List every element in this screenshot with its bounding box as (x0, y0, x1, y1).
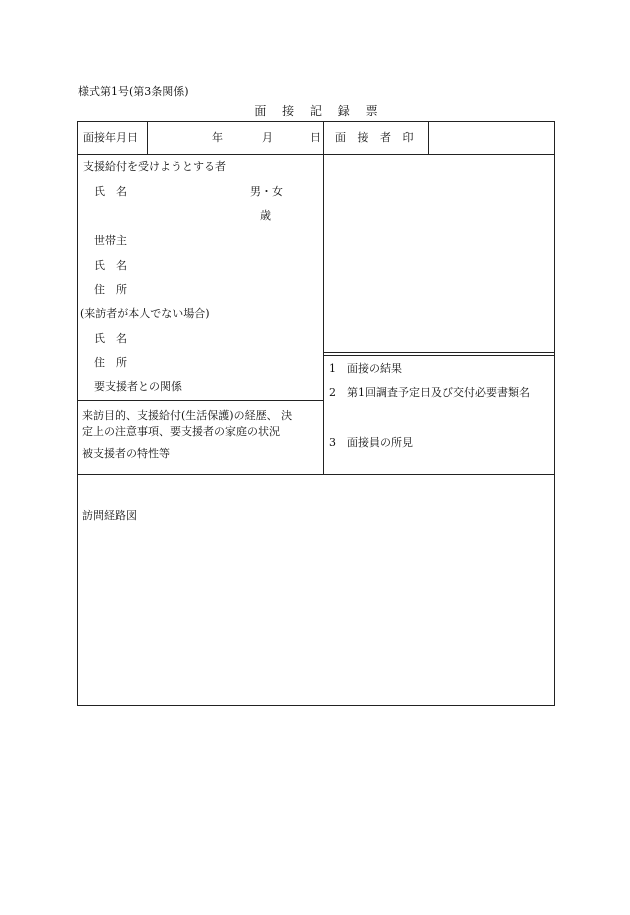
route-map-label: 訪問経路図 (82, 509, 137, 522)
householder-address-label: 住 所 (94, 283, 127, 296)
purpose-top-line (77, 400, 323, 401)
form-number: 様式第1号(第3条関係) (78, 85, 189, 98)
result-item-2: 2 第1回調査予定日及び交付必要書類名 (329, 386, 530, 399)
result-item-3: 3 面接員の所見 (329, 436, 413, 449)
route-top-line (77, 474, 555, 475)
age-field[interactable]: 歳 (260, 209, 271, 222)
center-divider (323, 121, 324, 474)
notes-area[interactable] (325, 156, 553, 350)
householder-label: 世帯主 (94, 234, 127, 247)
applicant-name-label: 氏 名 (94, 185, 127, 198)
year-field[interactable]: 年 (212, 131, 223, 144)
relation-label: 要支援者との関係 (94, 380, 182, 393)
date-label-divider (147, 121, 148, 154)
visitor-address-label: 住 所 (94, 356, 127, 369)
gender-field[interactable]: 男・女 (250, 185, 283, 198)
row1-bottom-line (77, 154, 555, 155)
route-map-area[interactable] (79, 476, 553, 704)
seal-label-divider (428, 121, 429, 154)
purpose-line-2: 定上の注意事項、要支援者の家庭の状況 (82, 425, 280, 438)
results-top-line-double (323, 355, 555, 356)
applicant-section-label: 支援給付を受けようとする者 (83, 160, 226, 173)
interviewer-seal-label: 面 接 者 印 (335, 131, 418, 144)
interviewer-seal-field[interactable] (430, 123, 552, 153)
visitor-note: (来訪者が本人でない場合) (80, 307, 210, 320)
purpose-line-1: 来訪目的、支援給付(生活保護)の経歴、 決 (82, 409, 293, 422)
purpose-line-3: 被支援者の特性等 (82, 447, 170, 460)
interview-date-label: 面接年月日 (83, 131, 138, 144)
day-field[interactable]: 日 (310, 131, 321, 144)
visitor-name-label: 氏 名 (94, 332, 127, 345)
form-title: 面 接 記 録 票 (254, 104, 384, 118)
month-field[interactable]: 月 (262, 131, 273, 144)
result-item-1: 1 面接の結果 (329, 362, 402, 375)
householder-name-label: 氏 名 (94, 259, 127, 272)
results-top-line (323, 352, 555, 353)
